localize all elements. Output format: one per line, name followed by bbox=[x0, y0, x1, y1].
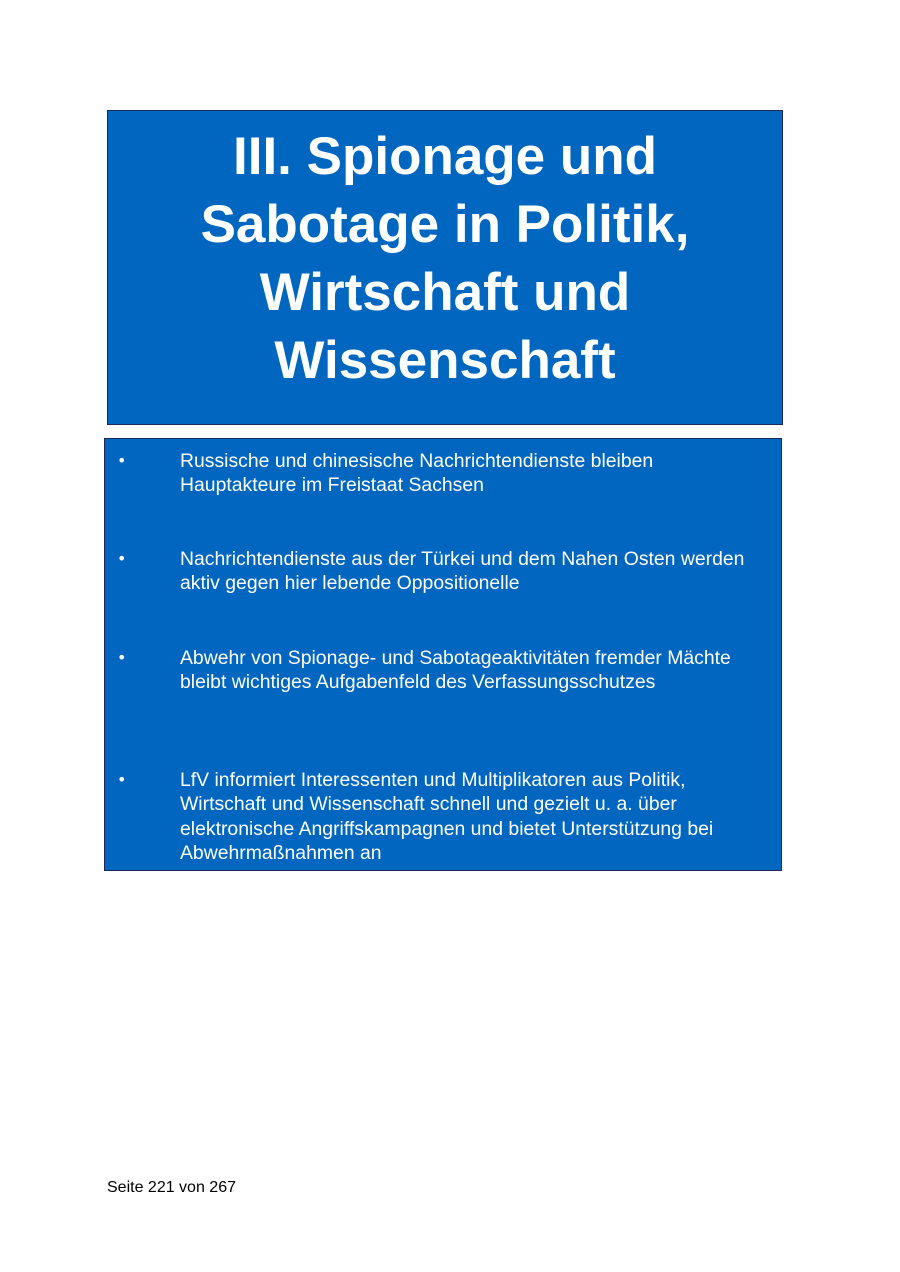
bullet-marker: • bbox=[117, 770, 127, 789]
page-number: Seite 221 von 267 bbox=[107, 1179, 236, 1196]
bullet-text: Nachrichtendienste aus der Türkei und dem Nahen Osten werden aktiv gegen hier lebende Oppositionelle bbox=[180, 548, 745, 595]
bullet-marker: • bbox=[117, 648, 127, 667]
bullet-marker: • bbox=[117, 451, 127, 470]
bullet-text: Abwehr von Spionage- und Sabotageaktivitäten fremder Mächte bleibt wichtiges Aufgabenfeld des Verfassungsschutzes bbox=[180, 647, 731, 694]
bullet-list-box bbox=[104, 438, 782, 871]
page-title: III. Spionage und Sabotage in Politik, Wirtschaft und Wissenschaft bbox=[200, 127, 690, 390]
bullet-text: Russische und chinesische Nachrichtendienste bleiben Hauptakteure im Freistaat Sachsen bbox=[180, 450, 654, 497]
bullet-marker: • bbox=[117, 549, 127, 568]
title-box bbox=[107, 110, 783, 425]
bullet-text: LfV informiert Interessenten und Multiplikatoren aus Politik, Wirtschaft und Wissenschaft schnell und gezielt u. a. über elektronische Angriffskampagnen und bietet Unterstützung bei Abwehrmaßnahmen an bbox=[180, 769, 714, 864]
